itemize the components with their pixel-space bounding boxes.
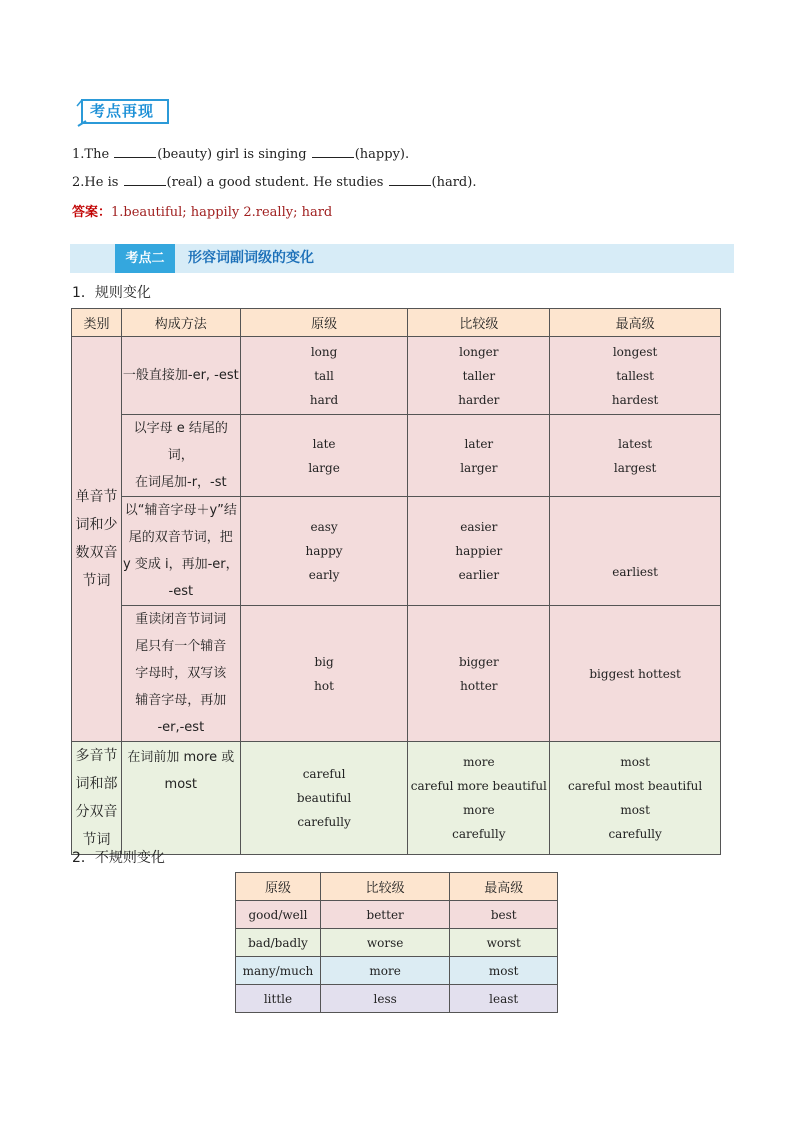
table-header-row — [72, 309, 721, 337]
table-header-row — [236, 873, 558, 901]
table-row — [72, 742, 721, 855]
comparative-cell: bigger hotter — [408, 606, 550, 742]
q1-part-c: (happy). — [354, 147, 410, 162]
superlative-cell: worst — [450, 929, 558, 957]
comparative-cell: less — [320, 985, 449, 1013]
answer-line — [72, 201, 332, 220]
q2-part-b: (real) a good student. He studies — [166, 175, 384, 190]
superlative-cell: latest largest — [550, 415, 721, 497]
header-cell: 最高级 — [450, 873, 558, 901]
header-cell: 比较级 — [408, 309, 550, 337]
comparative-cell: more — [320, 957, 449, 985]
q1-part-b: (beauty) girl is singing — [157, 147, 307, 162]
q1-part-a: 1.The — [72, 147, 110, 162]
table-row — [236, 929, 558, 957]
superlative-cell: most careful most beautiful most carefully — [550, 742, 721, 855]
answer-blank — [312, 145, 354, 158]
positive-cell: big hot — [240, 606, 408, 742]
section-header — [70, 244, 734, 273]
superlative-cell: least — [450, 985, 558, 1013]
header-cell: 类别 — [72, 309, 122, 337]
answer-blank — [124, 173, 166, 186]
positive-cell: late large — [240, 415, 408, 497]
comparative-cell: longer taller harder — [408, 337, 550, 415]
irregular-comparison-table — [235, 872, 558, 1013]
q2-part-c: (hard). — [431, 175, 477, 190]
comparative-cell: worse — [320, 929, 449, 957]
positive-cell: bad/badly — [236, 929, 321, 957]
badge-label: 考点再现 — [90, 102, 155, 120]
method-cell: 以“辅音字母＋y”结 尾的双音节词，把 y 变成 i，再加-er， -est — [121, 497, 240, 606]
superlative-cell: earliest — [550, 497, 721, 606]
table-row — [72, 606, 721, 742]
table-row — [72, 497, 721, 606]
superlative-cell: most — [450, 957, 558, 985]
positive-cell: easy happy early — [240, 497, 408, 606]
category-cell: 单音节 词和少 数双音 节词 — [72, 337, 122, 742]
comparative-cell: more careful more beautiful more carefully — [408, 742, 550, 855]
positive-cell: many/much — [236, 957, 321, 985]
superlative-cell: longest tallest hardest — [550, 337, 721, 415]
header-cell: 最高级 — [550, 309, 721, 337]
subheading-irregular: 2．不规则变化 — [72, 850, 165, 866]
answer-blank — [114, 145, 156, 158]
section-badge — [76, 97, 168, 125]
positive-cell: little — [236, 985, 321, 1013]
answer-blank — [389, 173, 431, 186]
question-1 — [72, 145, 409, 162]
question-2 — [72, 173, 476, 190]
answer-label: 答案： — [72, 205, 112, 220]
method-cell: 在词前加 more 或 most — [121, 742, 240, 855]
superlative-cell: best — [450, 901, 558, 929]
q2-part-a: 2.He is — [72, 175, 119, 190]
superlative-cell: biggest hottest — [550, 606, 721, 742]
table-row — [236, 901, 558, 929]
section-tag: 考点二 — [115, 244, 175, 273]
table-row — [236, 985, 558, 1013]
answer-text: 1.beautiful; happily 2.really; hard — [111, 205, 333, 220]
category-cell: 多音节 词和部 分双音 节词 — [72, 742, 122, 855]
header-cell: 构成方法 — [121, 309, 240, 337]
positive-cell: good/well — [236, 901, 321, 929]
comparative-cell: better — [320, 901, 449, 929]
regular-comparison-table — [71, 308, 721, 855]
table-row — [72, 337, 721, 415]
method-cell: 以字母 e 结尾的词， 在词尾加-r，-st — [121, 415, 240, 497]
section-title: 形容词副词级的变化 — [188, 250, 314, 266]
comparative-cell: easier happier earlier — [408, 497, 550, 606]
table-row — [236, 957, 558, 985]
positive-cell: careful beautiful carefully — [240, 742, 408, 855]
header-cell: 比较级 — [320, 873, 449, 901]
comparative-cell: later larger — [408, 415, 550, 497]
subheading-regular: 1．规则变化 — [72, 285, 151, 301]
positive-cell: long tall hard — [240, 337, 408, 415]
header-cell: 原级 — [240, 309, 408, 337]
header-cell: 原级 — [236, 873, 321, 901]
method-cell: 重读闭音节词词 尾只有一个辅音 字母时，双写该 辅音字母，再加 -er,-est — [121, 606, 240, 742]
table-row — [72, 415, 721, 497]
method-cell: 一般直接加-er, -est — [121, 337, 240, 415]
